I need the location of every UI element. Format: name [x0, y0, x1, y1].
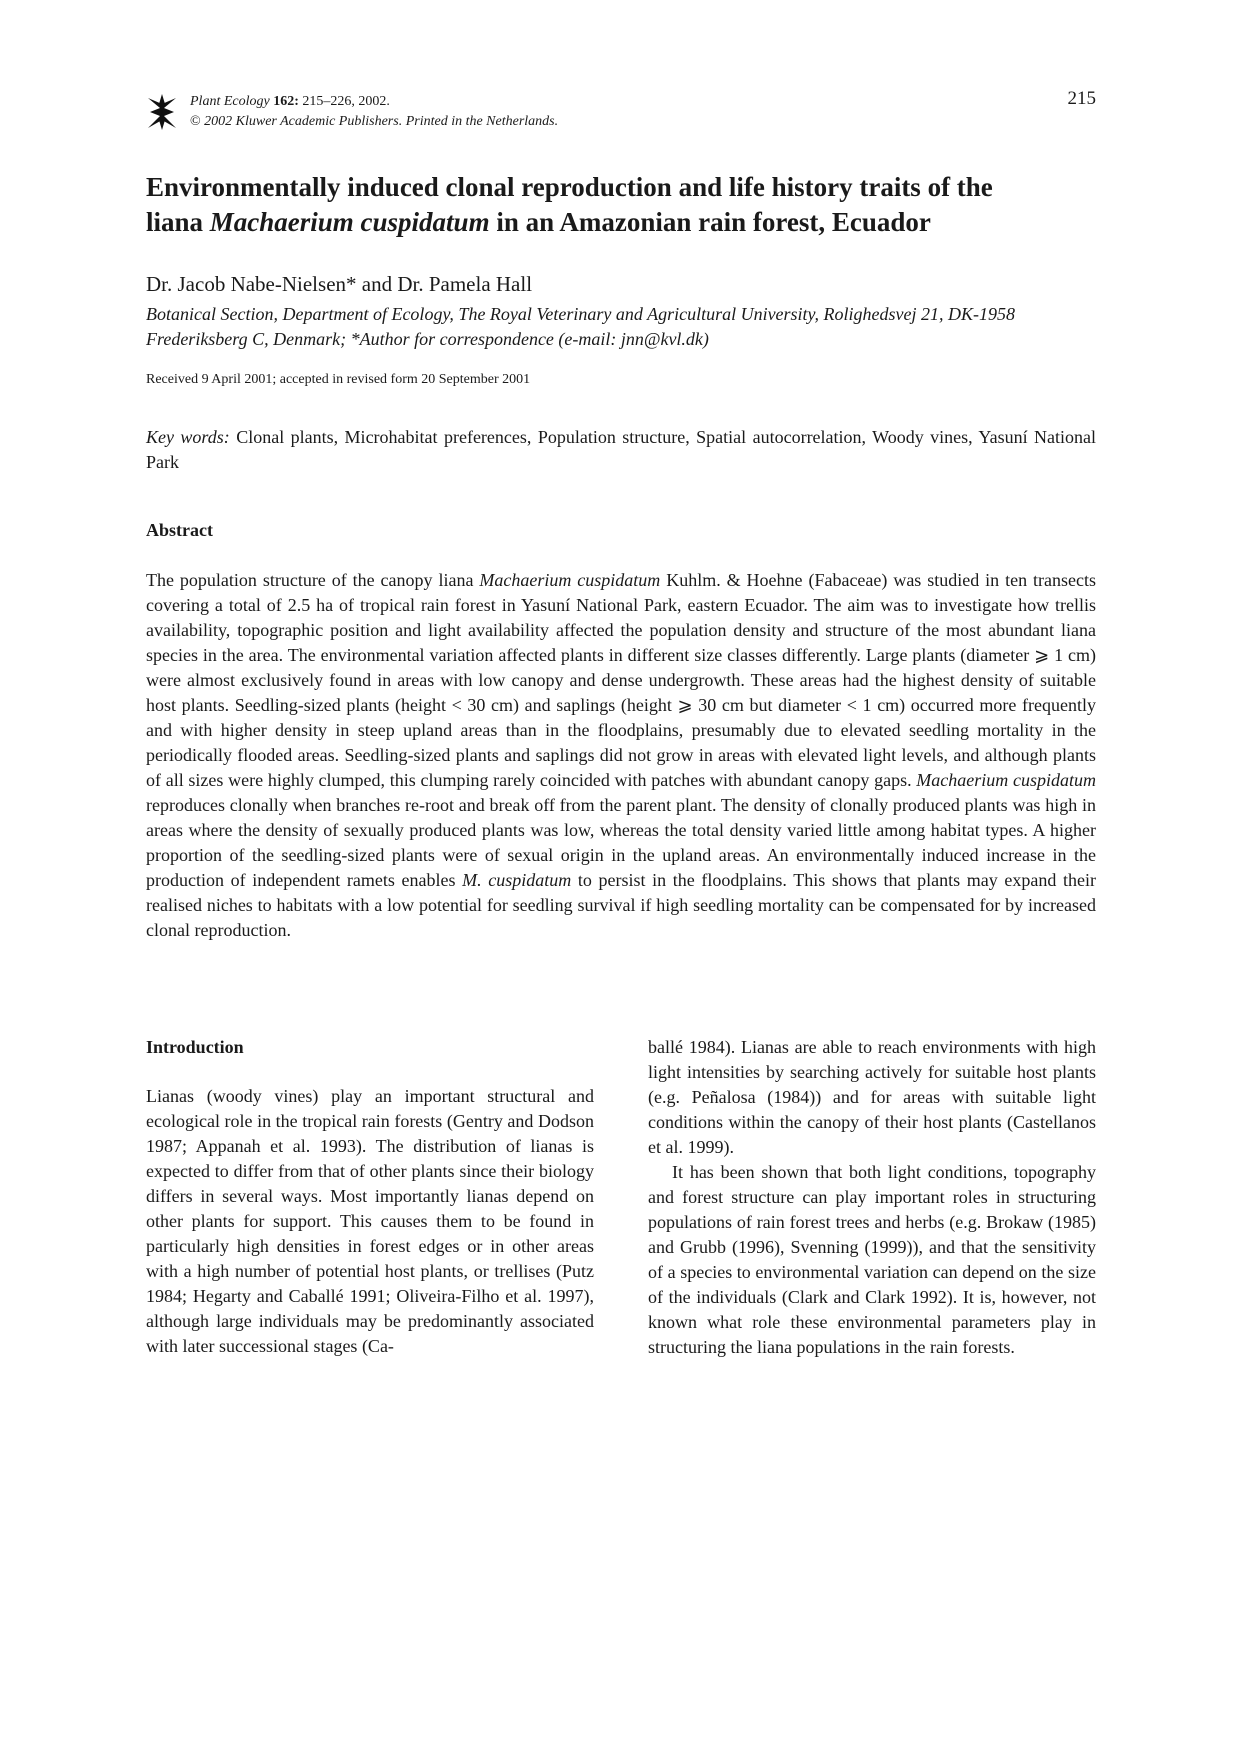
affiliation: Botanical Section, Department of Ecology, The Royal Veterinary and Agricultural University, Rolighedsvej 21, DK-1958 Frederiksberg C, Denmark; *Author for correspondence (e-mail: jnn@kvl.dk) [146, 304, 1016, 349]
introduction-paragraph-2: It has been shown that both light conditions, topography and forest structure can play important roles in structuring populations of rain forest trees and herbs (e.g. Brokaw (1985) and Grubb (1996), Svenning (1999)), and that the sensitivity of a species to environmental variation can depend on the size of the individuals (Clark and Clark 1992). It is, however, not known what role these environmental parameters play in structuring the liana populations in the rain forests. [648, 1162, 1096, 1357]
journal-name: Plant Ecology [190, 94, 270, 109]
copyright-line [190, 112, 558, 132]
copyright-text: 2002 Kluwer Academic Publishers. Printed in the Netherlands. [200, 114, 559, 129]
title-species: Machaerium cuspidatum [209, 207, 490, 237]
abstract-text-4: to persist in the floodplains. This shows that plants may expand their realised niches to habitats with a low potential for seedling survival if high seedling mortality can be compensated for by increased clonal reproduction. [146, 870, 1096, 940]
copyright-symbol: © [190, 114, 201, 129]
abstract-species-1: Machaerium cuspidatum [479, 570, 661, 590]
abstract-species-3: M. cuspidatum [462, 870, 572, 890]
journal-citation [190, 92, 558, 132]
abstract-text-1: The population structure of the canopy liana [146, 570, 480, 590]
journal-line [190, 92, 558, 112]
authors: Dr. Jacob Nabe-Nielsen* and Dr. Pamela Hall [146, 272, 533, 296]
journal-header [146, 88, 1096, 138]
abstract-body [146, 568, 1096, 943]
abstract-species-2: Machaerium cuspidatum [916, 770, 1096, 790]
introduction-left-column [146, 1035, 594, 1359]
introduction-paragraph-1: Lianas (woody vines) play an important structural and ecological role in the tropical rain forests (Gentry and Dodson 1987; Appanah et al. 1993). The distribution of lianas is expected to differ from that of other plants since their biology differs in several ways. Most importantly lianas depend on other plants for support. This causes them to be found in particularly high densities in forest edges or in other areas with a high number of potential host plants, or trellises (Putz 1984; Hegarty and Caballé 1991; Oliveira-Filho et al. 1997), although large individuals may be predominantly associated with later successional stages (Ca- [146, 1086, 594, 1356]
keywords-label: Key words: [146, 427, 230, 447]
introduction-heading: Introduction [146, 1037, 244, 1057]
abstract-text-2: Kuhlm. & Hoehne (Fabaceae) was studied in ten transects covering a total of 2.5 ha of tropical rain forest in Yasuní National Park, eastern Ecuador. The aim was to investigate how trellis availability, topographic position and light availability affected the population density and structure of the most abundant liana species in the area. The environmental variation affected plants in different size classes differently. Large plants (diameter ⩾ 1 cm) were almost exclusively found in areas with low canopy and dense undergrowth. These areas had the highest density of suitable host plants. Seedling-sized plants (height < 30 cm) and saplings (height ⩾ 30 cm but diameter < 1 cm) occurred more frequently and with higher density in steep upland areas than in the floodplains, presumably due to elevated seedling mortality in the periodically flooded areas. Seedling-sized plants and saplings did not grow in areas with elevated light levels, and although plants of all sizes were highly clumped, this clumping rarely coincided with patches with abundant canopy gaps. [146, 570, 1096, 790]
keywords-text: Clonal plants, Microhabitat preferences, Population structure, Spatial autocorrelation, Woody vines, Yasuní National Park [146, 427, 1096, 472]
introduction-right-column [648, 1035, 1096, 1360]
keywords [146, 425, 1096, 475]
introduction-paragraph-1-cont: ballé 1984). Lianas are able to reach environments with high light intensities by searching actively for suitable host plants (e.g. Peñalosa (1984)) and for areas with suitable light conditions within the canopy of their host plants (Castellanos et al. 1999). [648, 1037, 1096, 1157]
title-line-2-post: in an Amazonian rain forest, Ecuador [489, 207, 931, 237]
received-dates: Received 9 April 2001; accepted in revised form 20 September 2001 [146, 372, 531, 387]
journal-pages: 215–226, 2002. [298, 94, 390, 109]
abstract-text-3: reproduces clonally when branches re-root and break off from the parent plant. The density of clonally produced plants was high in areas where the density of sexually produced plants was low, whereas the total density varied little among habitat types. A higher proportion of the seedling-sized plants were of sexual origin in the upland areas. An environmentally induced increase in the production of independent ramets enables [146, 795, 1096, 890]
page-number: 215 [1067, 88, 1096, 109]
publisher-logo-icon [146, 92, 178, 132]
title-line-1: Environmentally induced clonal reproduction and life history traits of the [146, 172, 993, 202]
abstract-heading: Abstract [146, 520, 213, 540]
title-line-2-pre: liana [146, 207, 210, 237]
journal-volume: 162: [273, 94, 299, 109]
paper-title [146, 170, 1106, 240]
